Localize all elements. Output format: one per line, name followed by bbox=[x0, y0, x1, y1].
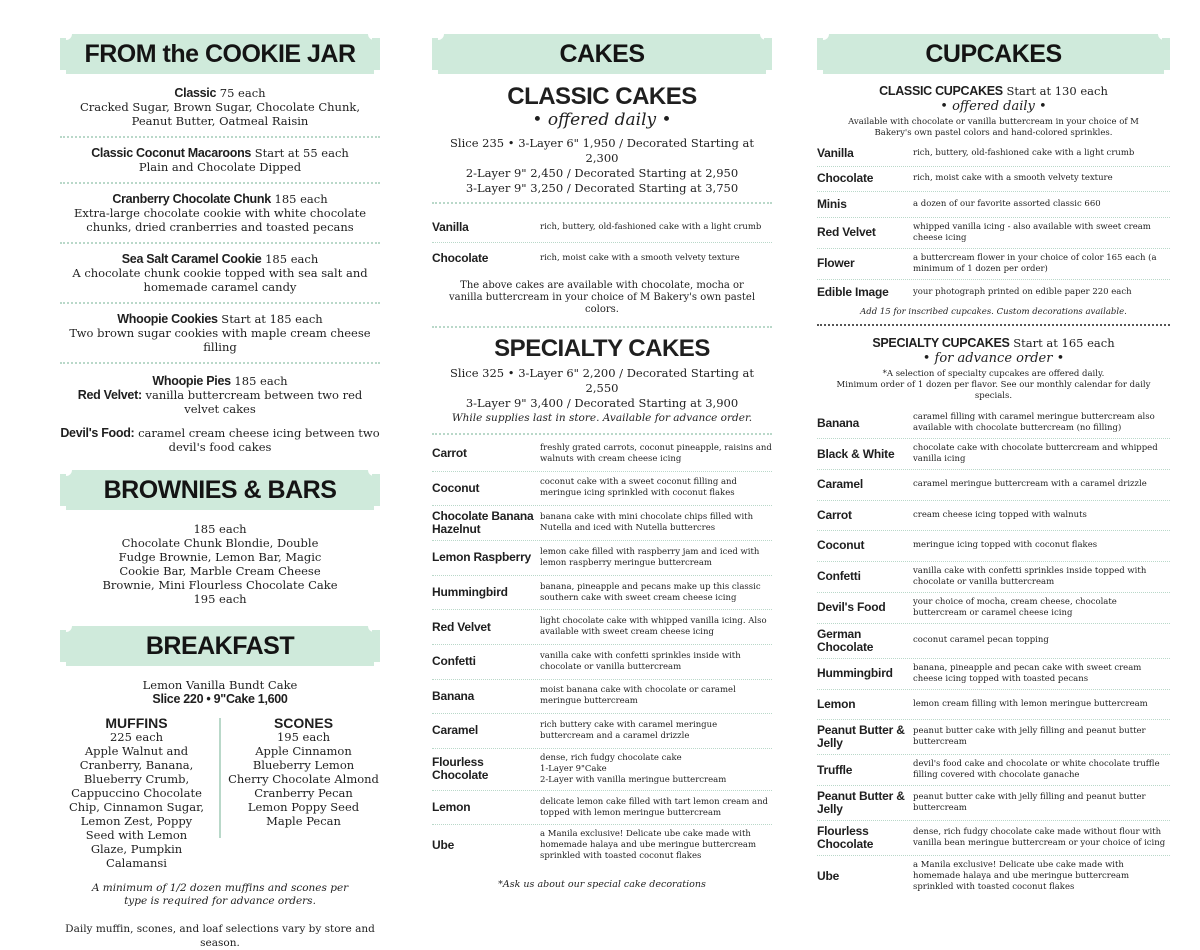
cupcakes-banner bbox=[823, 34, 1164, 74]
specialty-cupcake-row bbox=[817, 755, 1170, 786]
classic-cupcake-name: Vanilla bbox=[817, 145, 854, 160]
specialty-cupcakes-heading: SPECIALTY CUPCAKES Start at 165 each bbox=[872, 336, 1115, 350]
classic-cupcake-desc: a buttercream flower in your choice of color 165 each (a minimum of 1 dozen per order) bbox=[913, 252, 1157, 274]
specialty-cupcake-desc: cream cheese icing topped with walnuts bbox=[913, 509, 1087, 520]
divider bbox=[817, 324, 1170, 326]
specialty-cupcake-name: Black & White bbox=[817, 446, 895, 461]
whoopie-pies: Whoopie Pies 185 each Red Velvet: vanilla buttercream between two red velvet cakes Devil's Food: caramel cream cheese icing between two devil's food cakes bbox=[60, 374, 380, 454]
cookie-list bbox=[60, 86, 380, 364]
specialty-cupcake-row bbox=[817, 531, 1170, 562]
specialty-cake-desc: a Manila exclusive! Delicate ube cake made with homemade halaya and ube meringue buttercream sprinkled with toasted coconut flakes bbox=[540, 829, 757, 862]
specialty-cupcake-desc: a Manila exclusive! Delicate ube cake made with homemade halaya and ube meringue buttercream sprinkled with toasted coconut flakes bbox=[913, 860, 1130, 892]
muffins-divider bbox=[219, 718, 221, 838]
specialty-cake-name: Lemon bbox=[432, 800, 471, 815]
specialty-cake-desc: banana cake with mini chocolate chips filled with Nutella and iced with Nutella buttercres bbox=[540, 512, 754, 534]
specialty-cake-name: Hummingbird bbox=[432, 585, 508, 600]
classic-cakes-offered: • offered daily • bbox=[532, 110, 672, 130]
cookie-item bbox=[60, 252, 380, 294]
cookie-item-name: Whoopie Cookies bbox=[117, 312, 218, 326]
cookie-item-desc: A chocolate chunk cookie topped with sea salt and homemade caramel candy bbox=[72, 266, 368, 294]
cakes-banner bbox=[438, 34, 766, 74]
cookie-item-name: Classic bbox=[174, 86, 217, 100]
specialty-cupcakes-offered: • for advance order • bbox=[922, 351, 1065, 366]
specialty-cupcake-desc: meringue icing topped with coconut flakes bbox=[913, 540, 1098, 551]
specialty-cupcake-row bbox=[817, 624, 1170, 659]
price-line: 3-Layer 9" 3,400 / Decorated Starting at 3,900 bbox=[465, 396, 739, 410]
specialty-cupcake-desc: banana, pineapple and pecan cake with sweet cream cheese icing topped with toasted pecans bbox=[913, 662, 1142, 684]
price-line: Slice 325 • 3-Layer 6" 2,200 / Decorated Starting at 2,550 bbox=[450, 366, 754, 395]
classic-cupcake-name: Red Velvet bbox=[817, 225, 876, 239]
specialty-cake-row bbox=[432, 645, 772, 680]
cupcakes-title: CUPCAKES bbox=[925, 39, 1062, 68]
divider bbox=[432, 433, 772, 435]
specialty-cake-desc: delicate lemon cake filled with tart lemon cream and topped with lemon meringue buttercream bbox=[540, 796, 768, 818]
classic-cupcake-desc: whipped vanilla icing - also available with sweet cream cheese icing bbox=[913, 221, 1151, 243]
specialty-cake-name: Lemon Raspberry bbox=[432, 550, 532, 565]
specialty-cake-desc: lemon cake filled with raspberry jam and iced with lemon raspberry meringue buttercream bbox=[540, 546, 760, 568]
specialty-cupcakes-note-2: Minimum order of 1 dozen per flavor. See our monthly calendar for daily specials. bbox=[836, 380, 1151, 401]
classic-cupcake-name: Flower bbox=[817, 256, 855, 270]
specialty-cake-row bbox=[432, 749, 772, 791]
classic-cupcakes-note: Available with chocolate or vanilla buttercream in your choice of M Bakery's own pastel colors and hand-colored sprinkles. bbox=[848, 117, 1139, 138]
specialty-cupcake-row bbox=[817, 690, 1170, 721]
cookie-jar-banner bbox=[66, 34, 374, 74]
divider bbox=[60, 362, 380, 364]
column-cookie-jar bbox=[60, 34, 380, 950]
specialty-cake-row bbox=[432, 506, 772, 541]
classic-cupcake-row bbox=[817, 167, 1170, 193]
specialty-cake-name: Chocolate Banana Hazelnut bbox=[432, 509, 534, 537]
specialty-cupcake-row bbox=[817, 562, 1170, 593]
cake-decorations-note: *Ask us about our special cake decorations bbox=[498, 879, 706, 891]
specialty-cake-row bbox=[432, 680, 772, 715]
classic-cupcake-desc: your photograph printed on edible paper 220 each bbox=[913, 286, 1132, 297]
price-line: 3-Layer 9" 3,250 / Decorated Starting at 3,750 bbox=[465, 181, 739, 195]
classic-cakes-title: CLASSIC CAKES bbox=[507, 83, 697, 110]
specialty-cake-name: Caramel bbox=[432, 723, 478, 738]
specialty-cake-name: Flourless Chocolate bbox=[432, 755, 489, 783]
classic-cake-name: Vanilla bbox=[432, 219, 469, 234]
specialty-cupcake-desc: your choice of mocha, cream cheese, chocolate buttercream or caramel cheese icing bbox=[913, 596, 1117, 618]
classic-cupcake-name: Edible Image bbox=[817, 284, 889, 299]
classic-cupcake-row bbox=[817, 141, 1170, 167]
cookie-item-desc: Extra-large chocolate cookie with white chocolate chunks, dried cranberries and toasted pecans bbox=[73, 206, 367, 234]
divider bbox=[432, 326, 772, 328]
specialty-cupcake-row bbox=[817, 501, 1170, 532]
classic-cake-row bbox=[432, 212, 772, 243]
muffins-block: MUFFINS 225 each Apple Walnut and Cranberry, Banana, Blueberry Crumb, Cappuccino Chocolate Chip, Cinnamon Sugar, Lemon Zest, Poppy Seed with Lemon Glaze, Pumpkin Calamansi bbox=[69, 715, 204, 870]
daily-selection-note: Daily muffin, scones, and loaf selections vary by store and season. bbox=[65, 923, 375, 949]
divider bbox=[60, 302, 380, 304]
specialty-cake-name: Coconut bbox=[432, 480, 480, 495]
specialty-cake-list bbox=[432, 437, 772, 866]
classic-cupcake-desc: rich, buttery, old-fashioned cake with a light crumb bbox=[913, 147, 1135, 158]
specialty-cupcake-row bbox=[817, 856, 1170, 897]
price-line: Slice 235 • 3-Layer 6" 1,950 / Decorated Starting at 2,300 bbox=[450, 136, 754, 165]
cookie-item-heading bbox=[60, 146, 380, 160]
classic-cake-desc: rich, moist cake with a smooth velvety texture bbox=[540, 253, 740, 263]
brownies-body: 185 each Chocolate Chunk Blondie, Double Fudge Brownie, Lemon Bar, Magic Cookie Bar, Marble Cream Cheese Brownie, Mini Flourless Chocolate Cake 195 each bbox=[102, 522, 338, 606]
classic-cake-desc: rich, buttery, old-fashioned cake with a light crumb bbox=[540, 221, 762, 232]
specialty-cakes-pricing bbox=[432, 366, 772, 411]
cookie-item bbox=[60, 312, 380, 354]
specialty-cupcake-name: Peanut Butter & Jelly bbox=[817, 789, 905, 816]
specialty-cupcake-row bbox=[817, 439, 1170, 470]
specialty-cupcakes-note-1: *A selection of specialty cupcakes are offered daily. bbox=[882, 369, 1105, 379]
specialty-cupcake-desc: devil's food cake and chocolate or white chocolate truffle filling covered with chocolate ganache bbox=[913, 759, 1160, 780]
specialty-cake-row bbox=[432, 610, 772, 645]
specialty-cupcake-desc: vanilla cake with confetti sprinkles inside topped with chocolate or vanilla buttercream bbox=[913, 565, 1147, 587]
specialty-cupcake-name: German Chocolate bbox=[817, 626, 874, 654]
classic-cakes-pricing bbox=[432, 136, 772, 196]
specialty-cupcake-row bbox=[817, 593, 1170, 624]
classic-cupcakes-heading: CLASSIC CUPCAKES Start at 130 each bbox=[879, 84, 1108, 98]
cookie-item bbox=[60, 86, 380, 128]
cookie-item-price: Start at 55 each bbox=[251, 146, 349, 160]
bundt-cake: Lemon Vanilla Bundt Cake Slice 220 • 9"Cake 1,600 bbox=[142, 678, 298, 706]
classic-cupcake-name: Minis bbox=[817, 196, 847, 211]
cookie-item-price: 75 each bbox=[216, 86, 266, 100]
specialty-cake-row bbox=[432, 472, 772, 507]
classic-cupcakes-offered: • offered daily • bbox=[940, 99, 1047, 114]
cookie-item-price: 185 each bbox=[261, 252, 319, 266]
specialty-cake-desc: dense, rich fudgy chocolate cake 1-Layer 9"Cake 2-Layer with vanilla meringue buttercream bbox=[540, 752, 727, 785]
divider bbox=[60, 182, 380, 184]
specialty-cupcake-desc: peanut butter cake with jelly filling and peanut butter buttercream bbox=[913, 792, 1146, 813]
classic-cupcake-name: Chocolate bbox=[817, 171, 874, 186]
specialty-cupcake-desc: coconut caramel pecan topping bbox=[913, 635, 1049, 645]
specialty-cupcake-name: Devil's Food bbox=[817, 600, 886, 614]
specialty-cupcake-name: Lemon bbox=[817, 696, 856, 711]
column-cupcakes bbox=[817, 34, 1170, 897]
cookie-item-desc: Two brown sugar cookies with maple cream cheese filling bbox=[69, 326, 371, 354]
classic-cupcake-desc: rich, moist cake with a smooth velvety texture bbox=[913, 173, 1113, 184]
specialty-cupcake-row bbox=[817, 470, 1170, 501]
cakes-title: CAKES bbox=[559, 39, 645, 68]
specialty-cupcake-list bbox=[817, 408, 1170, 897]
classic-cupcake-row bbox=[817, 249, 1170, 280]
muffins-scones bbox=[60, 716, 380, 870]
specialty-cake-name: Confetti bbox=[432, 654, 476, 669]
cookie-item-desc: Cracked Sugar, Brown Sugar, Chocolate Chunk, Peanut Butter, Oatmeal Raisin bbox=[79, 100, 360, 128]
scones-block: SCONES 195 each Apple Cinnamon Blueberry Lemon Cherry Chocolate Almond Cranberry Pecan Lemon Poppy Seed Maple Pecan bbox=[228, 715, 379, 828]
specialty-cake-row bbox=[432, 825, 772, 866]
cookie-item-desc: Plain and Chocolate Dipped bbox=[138, 160, 302, 174]
classic-cupcakes-footnote: Add 15 for inscribed cupcakes. Custom decorations available. bbox=[860, 307, 1127, 317]
specialty-cupcake-name: Confetti bbox=[817, 569, 861, 583]
specialty-cupcake-row bbox=[817, 786, 1170, 821]
column-cakes bbox=[432, 34, 772, 892]
cookie-item-heading bbox=[60, 192, 380, 206]
specialty-cake-desc: moist banana cake with chocolate or caramel meringue buttercream bbox=[540, 685, 736, 707]
specialty-cake-row bbox=[432, 437, 772, 472]
classic-cake-row bbox=[432, 243, 772, 274]
specialty-cupcake-row bbox=[817, 720, 1170, 755]
classic-cake-list bbox=[432, 212, 772, 274]
classic-cake-name: Chocolate bbox=[432, 251, 489, 265]
cookie-item-name: Cranberry Chocolate Chunk bbox=[112, 192, 271, 206]
specialty-cupcake-desc: chocolate cake with chocolate buttercream and whipped vanilla icing bbox=[913, 443, 1158, 464]
classic-cupcake-row bbox=[817, 192, 1170, 218]
specialty-cupcake-desc: peanut butter cake with jelly filling and peanut butter buttercream bbox=[913, 726, 1146, 747]
divider bbox=[60, 242, 380, 244]
cookie-item-price: 185 each bbox=[270, 192, 328, 206]
specialty-cake-row bbox=[432, 541, 772, 576]
specialty-cupcake-desc: dense, rich fudgy chocolate cake made without flour with vanilla bean meringue buttercream or your choice of icing bbox=[913, 827, 1166, 848]
specialty-cake-name: Red Velvet bbox=[432, 619, 491, 634]
specialty-cake-desc: vanilla cake with confetti sprinkles inside with chocolate or vanilla buttercream bbox=[540, 650, 741, 672]
cookie-item-name: Classic Coconut Macaroons bbox=[91, 146, 252, 160]
cookie-item-heading bbox=[60, 312, 380, 326]
specialty-cupcake-name: Carrot bbox=[817, 507, 852, 522]
brownies-banner bbox=[66, 470, 374, 510]
specialty-cupcake-desc: lemon cream filling with lemon meringue buttercream bbox=[913, 698, 1148, 709]
divider bbox=[432, 202, 772, 204]
specialty-cupcake-name: Ube bbox=[817, 869, 840, 883]
specialty-cake-desc: light chocolate cake with whipped vanilla icing. Also available with sweet cream cheese icing bbox=[540, 616, 767, 638]
advance-order-note: A minimum of 1/2 dozen muffins and scones per type is required for advance orders. bbox=[91, 882, 349, 907]
specialty-cupcake-name: Peanut Butter & Jelly bbox=[817, 723, 905, 750]
cookie-jar-title: FROM the COOKIE JAR bbox=[84, 39, 356, 68]
specialty-cake-desc: freshly grated carrots, coconut pineapple, raisins and walnuts with cream cheese icing bbox=[540, 442, 772, 464]
specialty-cupcake-name: Hummingbird bbox=[817, 666, 893, 680]
specialty-cake-name: Ube bbox=[432, 838, 455, 853]
specialty-cupcake-row bbox=[817, 659, 1170, 690]
breakfast-banner bbox=[66, 626, 374, 666]
specialty-cupcake-name: Banana bbox=[817, 415, 860, 430]
specialty-cake-desc: rich buttery cake with caramel meringue buttercream and a caramel drizzle bbox=[540, 719, 718, 741]
breakfast-title: BREAKFAST bbox=[145, 631, 295, 660]
specialty-cupcake-desc: caramel filling with caramel meringue buttercream also available with chocolate buttercream (no filling) bbox=[913, 412, 1155, 433]
specialty-cupcake-row bbox=[817, 408, 1170, 439]
specialty-cupcake-name: Coconut bbox=[817, 538, 865, 553]
specialty-cupcake-name: Caramel bbox=[817, 477, 863, 492]
divider bbox=[60, 136, 380, 138]
specialty-cake-row bbox=[432, 576, 772, 611]
specialty-cake-name: Carrot bbox=[432, 446, 467, 461]
specialty-cake-desc: coconut cake with a sweet coconut filling and meringue icing sprinkled with coconut flakes bbox=[540, 477, 737, 499]
specialty-cake-row bbox=[432, 714, 772, 749]
classic-cupcake-row bbox=[817, 218, 1170, 249]
cookie-item bbox=[60, 146, 380, 174]
specialty-cakes-note: While supplies last in store. Available for advance order. bbox=[451, 412, 753, 424]
classic-cakes-note: The above cakes are available with chocolate, mocha or vanilla buttercream in your choice of M Bakery's own pastel colors. bbox=[448, 280, 756, 315]
specialty-cake-row bbox=[432, 791, 772, 826]
classic-cupcake-row bbox=[817, 280, 1170, 306]
cookie-item bbox=[60, 192, 380, 234]
specialty-cupcake-name: Flourless Chocolate bbox=[817, 824, 874, 851]
specialty-cupcake-row bbox=[817, 821, 1170, 856]
specialty-cakes-title: SPECIALTY CAKES bbox=[494, 335, 710, 362]
cookie-item-name: Sea Salt Caramel Cookie bbox=[121, 252, 262, 266]
cookie-item-price: Start at 185 each bbox=[217, 312, 323, 326]
classic-cupcake-desc: a dozen of our favorite assorted classic 660 bbox=[913, 198, 1101, 209]
cookie-item-heading bbox=[60, 252, 380, 266]
brownies-title: BROWNIES & BARS bbox=[103, 475, 337, 504]
specialty-cake-desc: banana, pineapple and pecans make up this classic southern cake with sweet cream cheese icing bbox=[540, 581, 761, 603]
cookie-item-heading bbox=[60, 86, 380, 100]
price-line: 2-Layer 9" 2,450 / Decorated Starting at 2,950 bbox=[465, 166, 739, 180]
specialty-cupcake-name: Truffle bbox=[817, 762, 853, 777]
specialty-cupcake-desc: caramel meringue buttercream with a caramel drizzle bbox=[913, 479, 1147, 490]
specialty-cake-name: Banana bbox=[432, 688, 475, 703]
classic-cupcake-list bbox=[817, 141, 1170, 305]
